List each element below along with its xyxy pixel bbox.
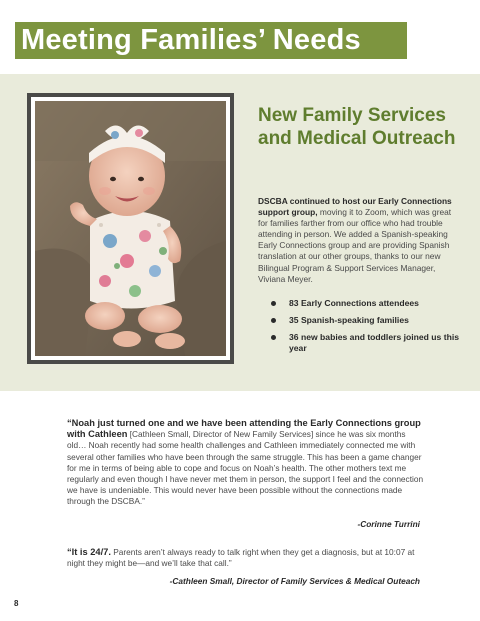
feature-title: New Family Services and Medical Outreach: [258, 105, 456, 149]
testimonial-attribution: -Corinne Turrini: [357, 519, 420, 529]
testimonial-quote: [67, 418, 427, 508]
stat-item: 35 Spanish-speaking families: [271, 315, 471, 326]
staff-quote-lead: “It is 24/7.: [67, 547, 111, 557]
page-number: 8: [14, 599, 19, 608]
feature-intro: [258, 196, 458, 285]
photo-frame: [27, 93, 234, 364]
testimonial-lead: “Noah just turned one and we have been attending the Early Connections group with Cathleen: [67, 418, 421, 440]
baby-photo-illustration: [35, 101, 226, 356]
feature-intro-rest: moving it to Zoom, which was great for families farther from our office who had trouble attending in person. We added a Spanish-speaking Early Connections group and are providing Spanish translation at our other groups, thanks to our new Bilingual Program & Support Services Manager, Viviana Meyer.: [258, 207, 452, 284]
staff-quote-text: Parents aren’t always ready to talk right when they get a diagnosis, but at 10:07 at night they might be—and we’ll take that call.”: [67, 547, 415, 569]
page-title: Meeting Families’ Needs: [15, 22, 407, 59]
staff-quote-attribution: -Cathleen Small, Director of Family Services & Medical Outeach: [169, 576, 420, 586]
stat-item: 83 Early Connections attendees: [271, 298, 471, 309]
testimonial-text: [Cathleen Small, Director of New Family Services] since he was six months old… Noah recently had some health challenges and Cathleen immediately connected me with several other families who have been through the same struggle. This has been a game changer for me in terms of being able to cope and focus on Noah’s health. The other mothers text me regularly and even though I have never met them in person, the support I feel and the connection we have is undeniable. This would never have been possible without the connections made through the DSCBA.”: [67, 429, 424, 507]
baby-photo: [31, 97, 230, 360]
staff-quote: [67, 547, 427, 569]
stat-item: 36 new babies and toddlers joined us this year: [271, 332, 471, 354]
stats-list: [271, 298, 471, 360]
feature-intro-lead: DSCBA continued to host our Early Connections support group,: [258, 196, 452, 218]
